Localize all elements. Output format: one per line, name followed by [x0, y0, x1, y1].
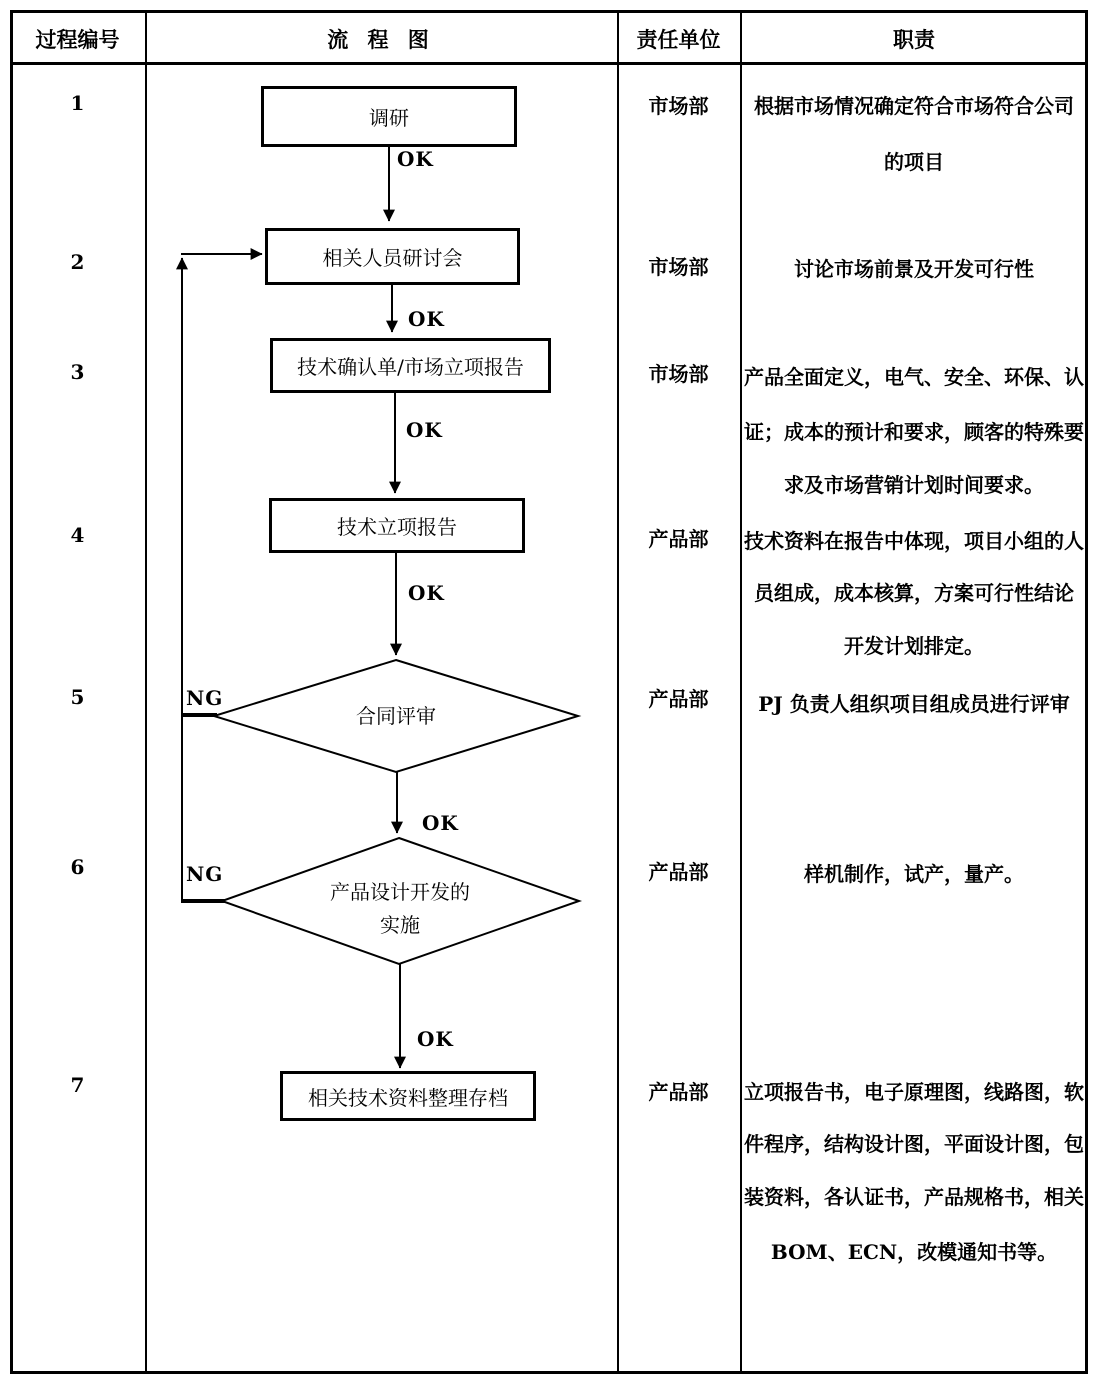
decision-label-line: 实施 [380, 913, 420, 937]
responsible-unit: 产品部 [648, 687, 709, 711]
flow-box-label: 技术确认单/市场立项报告 [297, 355, 524, 379]
flow-box-label: 技术立项报告 [337, 515, 457, 539]
responsible-unit: 产品部 [648, 860, 709, 884]
flow-box-step7 [280, 1071, 536, 1121]
header-flow-chart: 流 程 图 [327, 27, 435, 52]
step-number: 1 [70, 91, 85, 115]
flow-box-step4 [269, 498, 525, 553]
duty-line: 开发计划排定。 [844, 634, 984, 658]
duty-line: 讨论市场前景及开发可行性 [794, 257, 1034, 281]
step-number: 4 [70, 523, 85, 547]
header-process-no: 过程编号 [35, 27, 120, 52]
duty-line: 证；成本的预计和要求，顾客的特殊要 [744, 420, 1084, 444]
duty-line: 根据市场情况确定符合市场符合公司 [754, 94, 1074, 118]
step-number: 2 [70, 250, 85, 274]
flow-box-step3 [270, 338, 551, 393]
decision-label-step5: 合同评审 [356, 704, 436, 728]
ok-label-step6: OK [417, 1027, 454, 1051]
flow-box-label: 相关人员研讨会 [322, 246, 463, 270]
step-number: 6 [70, 855, 85, 879]
duty-line: 立项报告书，电子原理图，线路图，软 [744, 1080, 1084, 1104]
flow-box-step2 [265, 228, 520, 285]
flow-box-label: 相关技术资料整理存档 [308, 1085, 508, 1110]
responsible-unit: 产品部 [648, 527, 709, 551]
duty-line: 的项目 [884, 150, 944, 174]
ok-label-step4: OK [408, 581, 445, 605]
responsible-unit: 产品部 [648, 1080, 709, 1104]
duty-line: 产品全面定义，电气、安全、环保、认 [744, 365, 1084, 389]
flow-box-label: 调研 [369, 106, 409, 130]
duty-line: 样机制作，试产，量产。 [804, 862, 1024, 886]
duty-line: PJ 负责人组织项目组成员进行评审 [758, 692, 1070, 716]
step-number: 5 [70, 685, 85, 709]
responsible-unit: 市场部 [648, 255, 709, 279]
step-number: 7 [70, 1073, 85, 1097]
header-responsible-unit: 责任单位 [636, 27, 721, 52]
flow-box-step1 [261, 86, 517, 147]
duty-line: BOM、ECN，改模通知书等。 [770, 1240, 1058, 1264]
duty-line: 技术资料在报告中体现，项目小组的人 [744, 529, 1084, 553]
ok-label-step3: OK [406, 418, 443, 442]
responsible-unit: 市场部 [648, 94, 709, 118]
ok-label-step1: OK [397, 147, 434, 171]
header-duty: 职责 [893, 27, 935, 52]
ok-label-step2: OK [408, 307, 445, 331]
ng-label-step6: NG [186, 862, 224, 886]
decision-label-line: 产品设计开发的 [330, 880, 470, 904]
decision-label-step6 [300, 876, 500, 942]
ng-label-step5: NG [186, 686, 224, 710]
responsible-unit: 市场部 [648, 362, 709, 386]
duty-line: 员组成，成本核算，方案可行性结论 [754, 581, 1074, 605]
step-number: 3 [70, 360, 85, 384]
duty-line: 件程序，结构设计图，平面设计图，包 [744, 1132, 1084, 1156]
ok-label-step5: OK [422, 811, 459, 835]
duty-line: 求及市场营销计划时间要求。 [784, 473, 1044, 497]
duty-line: 装资料，各认证书，产品规格书，相关 [744, 1185, 1084, 1209]
